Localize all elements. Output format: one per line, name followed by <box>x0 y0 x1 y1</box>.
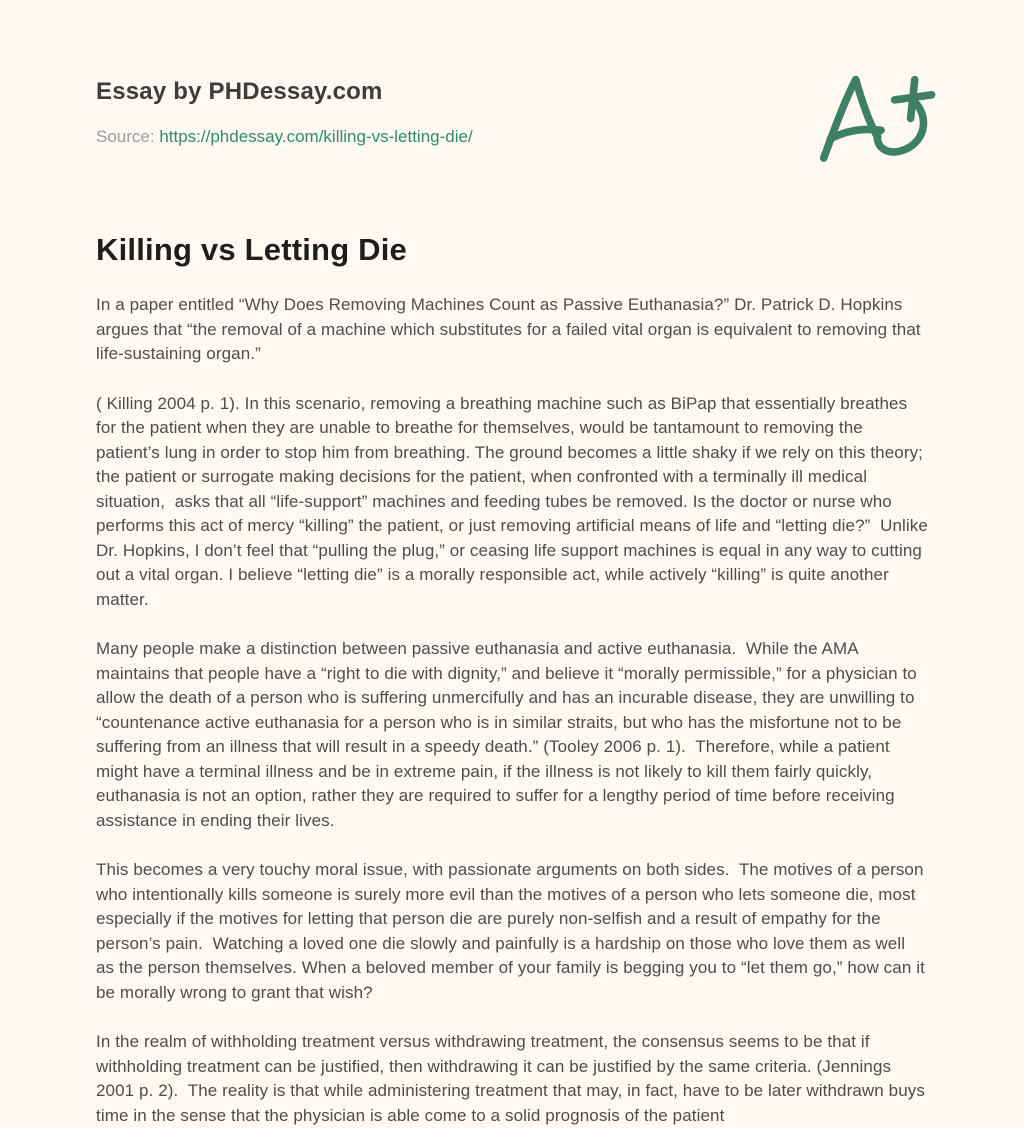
source-label: Source: <box>96 127 160 146</box>
essay-paragraph-2: ( Killing 2004 p. 1). In this scenario, removing a breathing machine such as BiPap that essentially breathes for the patient when they are unable to breathe for themselves, would be tantamount to removing the patient’s lung in order to stop him from breathing. The ground becomes a little shaky if we rely on this theory; the patient or surrogate making decisions for the patient, when confronted with a terminally ill medical situation, asks that all “life-support” machines and feeding tubes be removed. Is the doctor or nurse who performs this act of mercy “killing” the patient, or just removing artificial means of life and “letting die?” Unlike Dr. Hopkins, I don’t feel that “pulling the plug,” or ceasing life support machines is equal in any way to cutting out a vital organ. I believe “letting die” is a morally responsible act, while actively “killing” is quite another matter. <box>96 393 933 609</box>
source-line <box>96 127 928 147</box>
essay-title: Killing vs Letting Die <box>96 232 407 267</box>
essay-paragraph-1: In a paper entitled “Why Does Removing Machines Count as Passive Euthanasia?” Dr. Patrick D. Hopkins argues that “the removal of a machine which substitutes for a failed vital organ is equivalent to removing that life-sustaining organ.” <box>96 295 926 363</box>
phdessay-a-plus-logo-icon <box>817 68 935 168</box>
page-header <box>96 78 928 147</box>
essay-paragraph-5: In the realm of withholding treatment versus withdrawing treatment, the consensus seems to be that if withholding treatment can be justified, then withdrawing it can be justified by the same criteria. (Jennings 2001 p. 2). The reality is that while administering treatment that may, in fact, have to be later withdrawn buys time in the sense that the physician is able come to a solid prognosis of the patient <box>96 1032 930 1125</box>
essay-paragraph-4: This becomes a very touchy moral issue, with passionate arguments on both sides. The motives of a person who intentionally kills someone is surely more evil than the motives of a person who lets someone die, most especially if the motives for letting that person die are purely non-selfish and a result of empathy for the person’s pain. Watching a loved one die slowly and painfully is a hardship on those who love them as well as the person themselves. When a beloved member of your family is begging you to “let them go,” how can it be morally wrong to grant that wish? <box>96 860 930 1002</box>
byline: Essay by PHDessay.com <box>96 78 383 105</box>
essay-content <box>96 232 933 1128</box>
source-link[interactable]: https://phdessay.com/killing-vs-letting-die/ <box>159 127 473 146</box>
essay-paragraph-3: Many people make a distinction between passive euthanasia and active euthanasia. While the AMA maintains that people have a “right to die with dignity,” and believe it “morally permissible,” for a physician to allow the death of a person who is suffering unmercifully and has an incurable disease, they are unwilling to “countenance active euthanasia for a person who is in similar straits, but who has the misfortune not to be suffering from an illness that will result in a speedy death.” (Tooley 2006 p. 1). Therefore, while a patient might have a terminal illness and be in extreme pain, if the illness is not likely to kill them fairly quickly, euthanasia is not an option, rather they are required to suffer for a lengthy period of time before receiving assistance in ending their lives. <box>96 639 922 830</box>
